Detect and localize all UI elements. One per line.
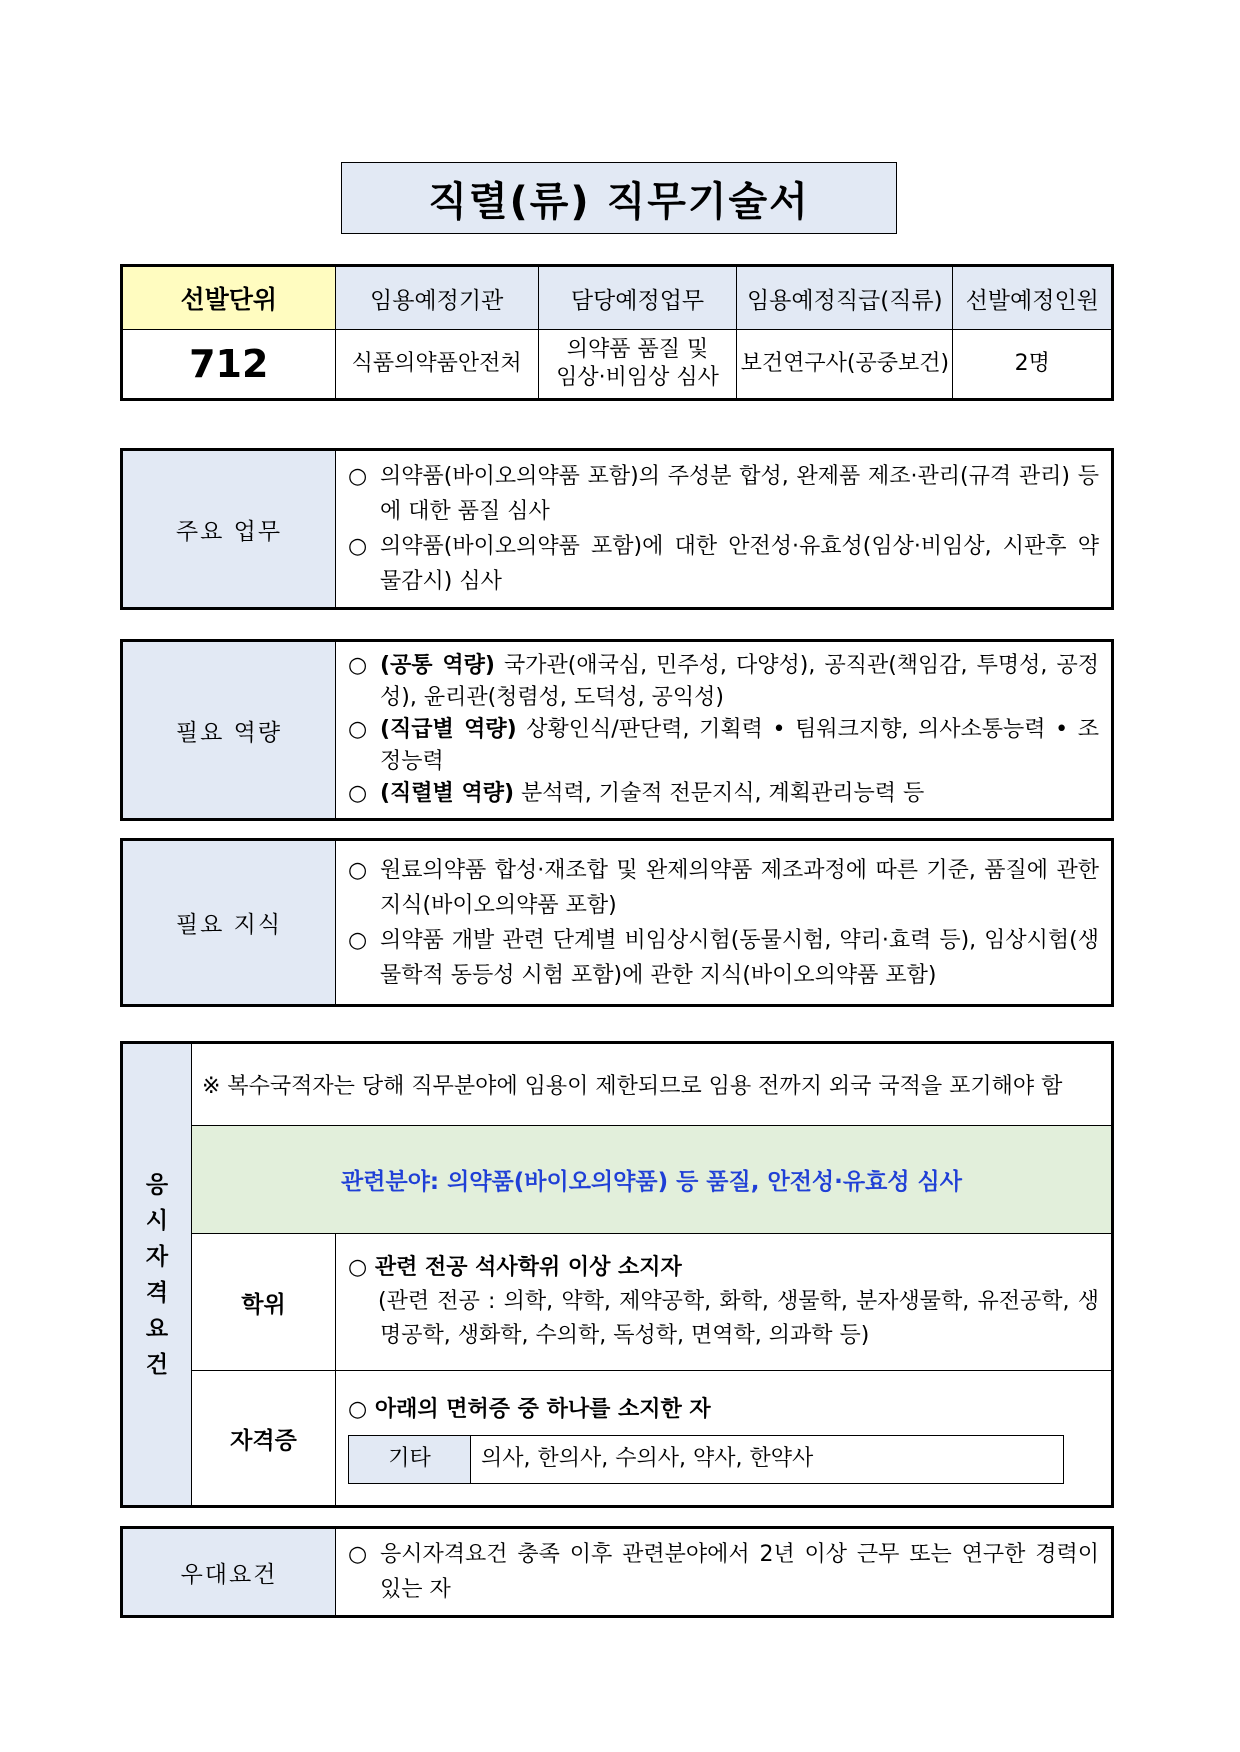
- duty-text: 의약품(바이오의약품 포함)에 대한 안전성·유효성(임상·비임상, 시판후 약물감시) 심사: [380, 534, 1099, 594]
- list-item: [348, 714, 1099, 778]
- bullet: ○: [348, 717, 368, 742]
- knowledge-text: 의약품 개발 관련 단계별 비임상시험(동물시험, 약리·효력 등), 임상시험(생물학적 동등성 시험 포함)에 관한 지식(바이오의약품 포함): [380, 927, 1099, 988]
- degree-detail: (관련 전공 : 의학, 약학, 제약공학, 화학, 생물학, 분자생물학, 유전공학, 생명공학, 생화학, 수의학, 독성학, 면역학, 의과학 등): [378, 1289, 1099, 1348]
- header-agency: 임용예정기관: [335, 266, 538, 330]
- preference-section: [120, 1526, 1114, 1618]
- knowledge-section: [120, 838, 1114, 1007]
- header-count: 선발예정인원: [953, 266, 1113, 330]
- agency-value: 식품의약품안전처: [335, 330, 538, 400]
- knowledge-label: 필요 지식: [122, 840, 336, 1006]
- bullet: ○: [348, 927, 368, 953]
- bullet: ○: [348, 464, 368, 489]
- qualification-label-char: 시: [145, 1207, 169, 1234]
- list-item: [348, 459, 1099, 529]
- qualification-label-char: 응: [145, 1171, 169, 1198]
- qualification-label-char: 건: [145, 1351, 169, 1378]
- list-item: [348, 853, 1099, 923]
- bullet: ○: [348, 534, 368, 559]
- duty-line-1: 의약품 품질 및: [566, 337, 709, 362]
- competency-head: (직렬별 역량): [380, 781, 515, 806]
- duty-value: [538, 330, 736, 400]
- preference-text: 응시자격요건 충족 이후 관련분야에서 2년 이상 근무 또는 연구한 경력이 있는 자: [380, 1542, 1099, 1602]
- competency-text: 분석력, 기술적 전문지식, 계획관리능력 등: [514, 781, 925, 806]
- page-title: 직렬(류) 직무기술서: [341, 162, 897, 234]
- degree-content: [336, 1234, 1113, 1371]
- bullet: ○: [348, 781, 368, 806]
- main-duties-label: 주요 업무: [122, 450, 336, 609]
- main-duties-section: [120, 448, 1114, 610]
- license-label: 자격증: [192, 1371, 336, 1507]
- nationality-note: ※ 복수국적자는 당해 직무분야에 임용이 제한되므로 임용 전까지 외국 국적을 포기해야 함: [192, 1043, 1113, 1126]
- list-item: [348, 529, 1099, 599]
- related-field: 관련분야: 의약품(바이오의약품) 등 품질, 안전성·유효성 심사: [192, 1126, 1113, 1234]
- license-value: 의사, 한의사, 수의사, 약사, 한약사: [471, 1435, 1064, 1483]
- duty-line-2: 임상·비임상 심사: [556, 365, 719, 390]
- competency-label: 필요 역량: [122, 641, 336, 820]
- header-duty: 담당예정업무: [538, 266, 736, 330]
- competency-section: [120, 639, 1114, 821]
- degree-label: 학위: [192, 1234, 336, 1371]
- competency-head: (직급별 역량): [380, 717, 517, 742]
- license-table: [348, 1435, 1064, 1484]
- list-item: [348, 923, 1099, 993]
- preference-content: [336, 1528, 1113, 1617]
- degree-main: ○ 관련 전공 석사학위 이상 소지자: [348, 1255, 682, 1280]
- summary-table: [120, 264, 1114, 401]
- duty-text: 의약품(바이오의약품 포함)의 주성분 합성, 완제품 제조·관리(규격 관리) 등에 대한 품질 심사: [380, 464, 1099, 524]
- license-content: [336, 1371, 1113, 1507]
- license-main: ○ 아래의 면허증 중 하나를 소지한 자: [348, 1396, 711, 1422]
- header-grade: 임용예정직급(직류): [737, 266, 953, 330]
- competency-text: 상황인식/판단력, 기획력 • 팀워크지향, 의사소통능력 • 조정능력: [380, 717, 1099, 774]
- competency-content: [336, 641, 1113, 820]
- competency-text: 국가관(애국심, 민주성, 다양성), 공직관(책임감, 투명성, 공정성), 윤리관(청렴성, 도덕성, 공익성): [380, 653, 1099, 710]
- qualification-section: [120, 1041, 1114, 1508]
- preference-label: 우대요건: [122, 1528, 336, 1617]
- qualification-label-char: 자: [145, 1243, 169, 1270]
- competency-head: (공통 역량): [380, 653, 495, 678]
- license-key: 기타: [349, 1435, 471, 1483]
- qualification-label-char: 격: [145, 1279, 169, 1306]
- main-duties-content: [336, 450, 1113, 609]
- list-item: [348, 650, 1099, 714]
- selection-unit-value: 712: [122, 330, 336, 400]
- count-value: 2명: [953, 330, 1113, 400]
- qualification-label: [122, 1043, 192, 1507]
- knowledge-text: 원료의약품 합성·재조합 및 완제의약품 제조과정에 따른 기준, 품질에 관한 지식(바이오의약품 포함): [380, 857, 1099, 918]
- grade-value: 보건연구사(공중보건): [737, 330, 953, 400]
- list-item: [348, 778, 1099, 810]
- knowledge-content: [336, 840, 1113, 1006]
- qualification-label-char: 요: [145, 1315, 169, 1342]
- bullet: ○: [348, 857, 368, 883]
- bullet: ○: [348, 653, 368, 678]
- list-item: [348, 1537, 1099, 1607]
- bullet: ○: [348, 1542, 368, 1567]
- header-selection-unit: 선발단위: [122, 266, 336, 330]
